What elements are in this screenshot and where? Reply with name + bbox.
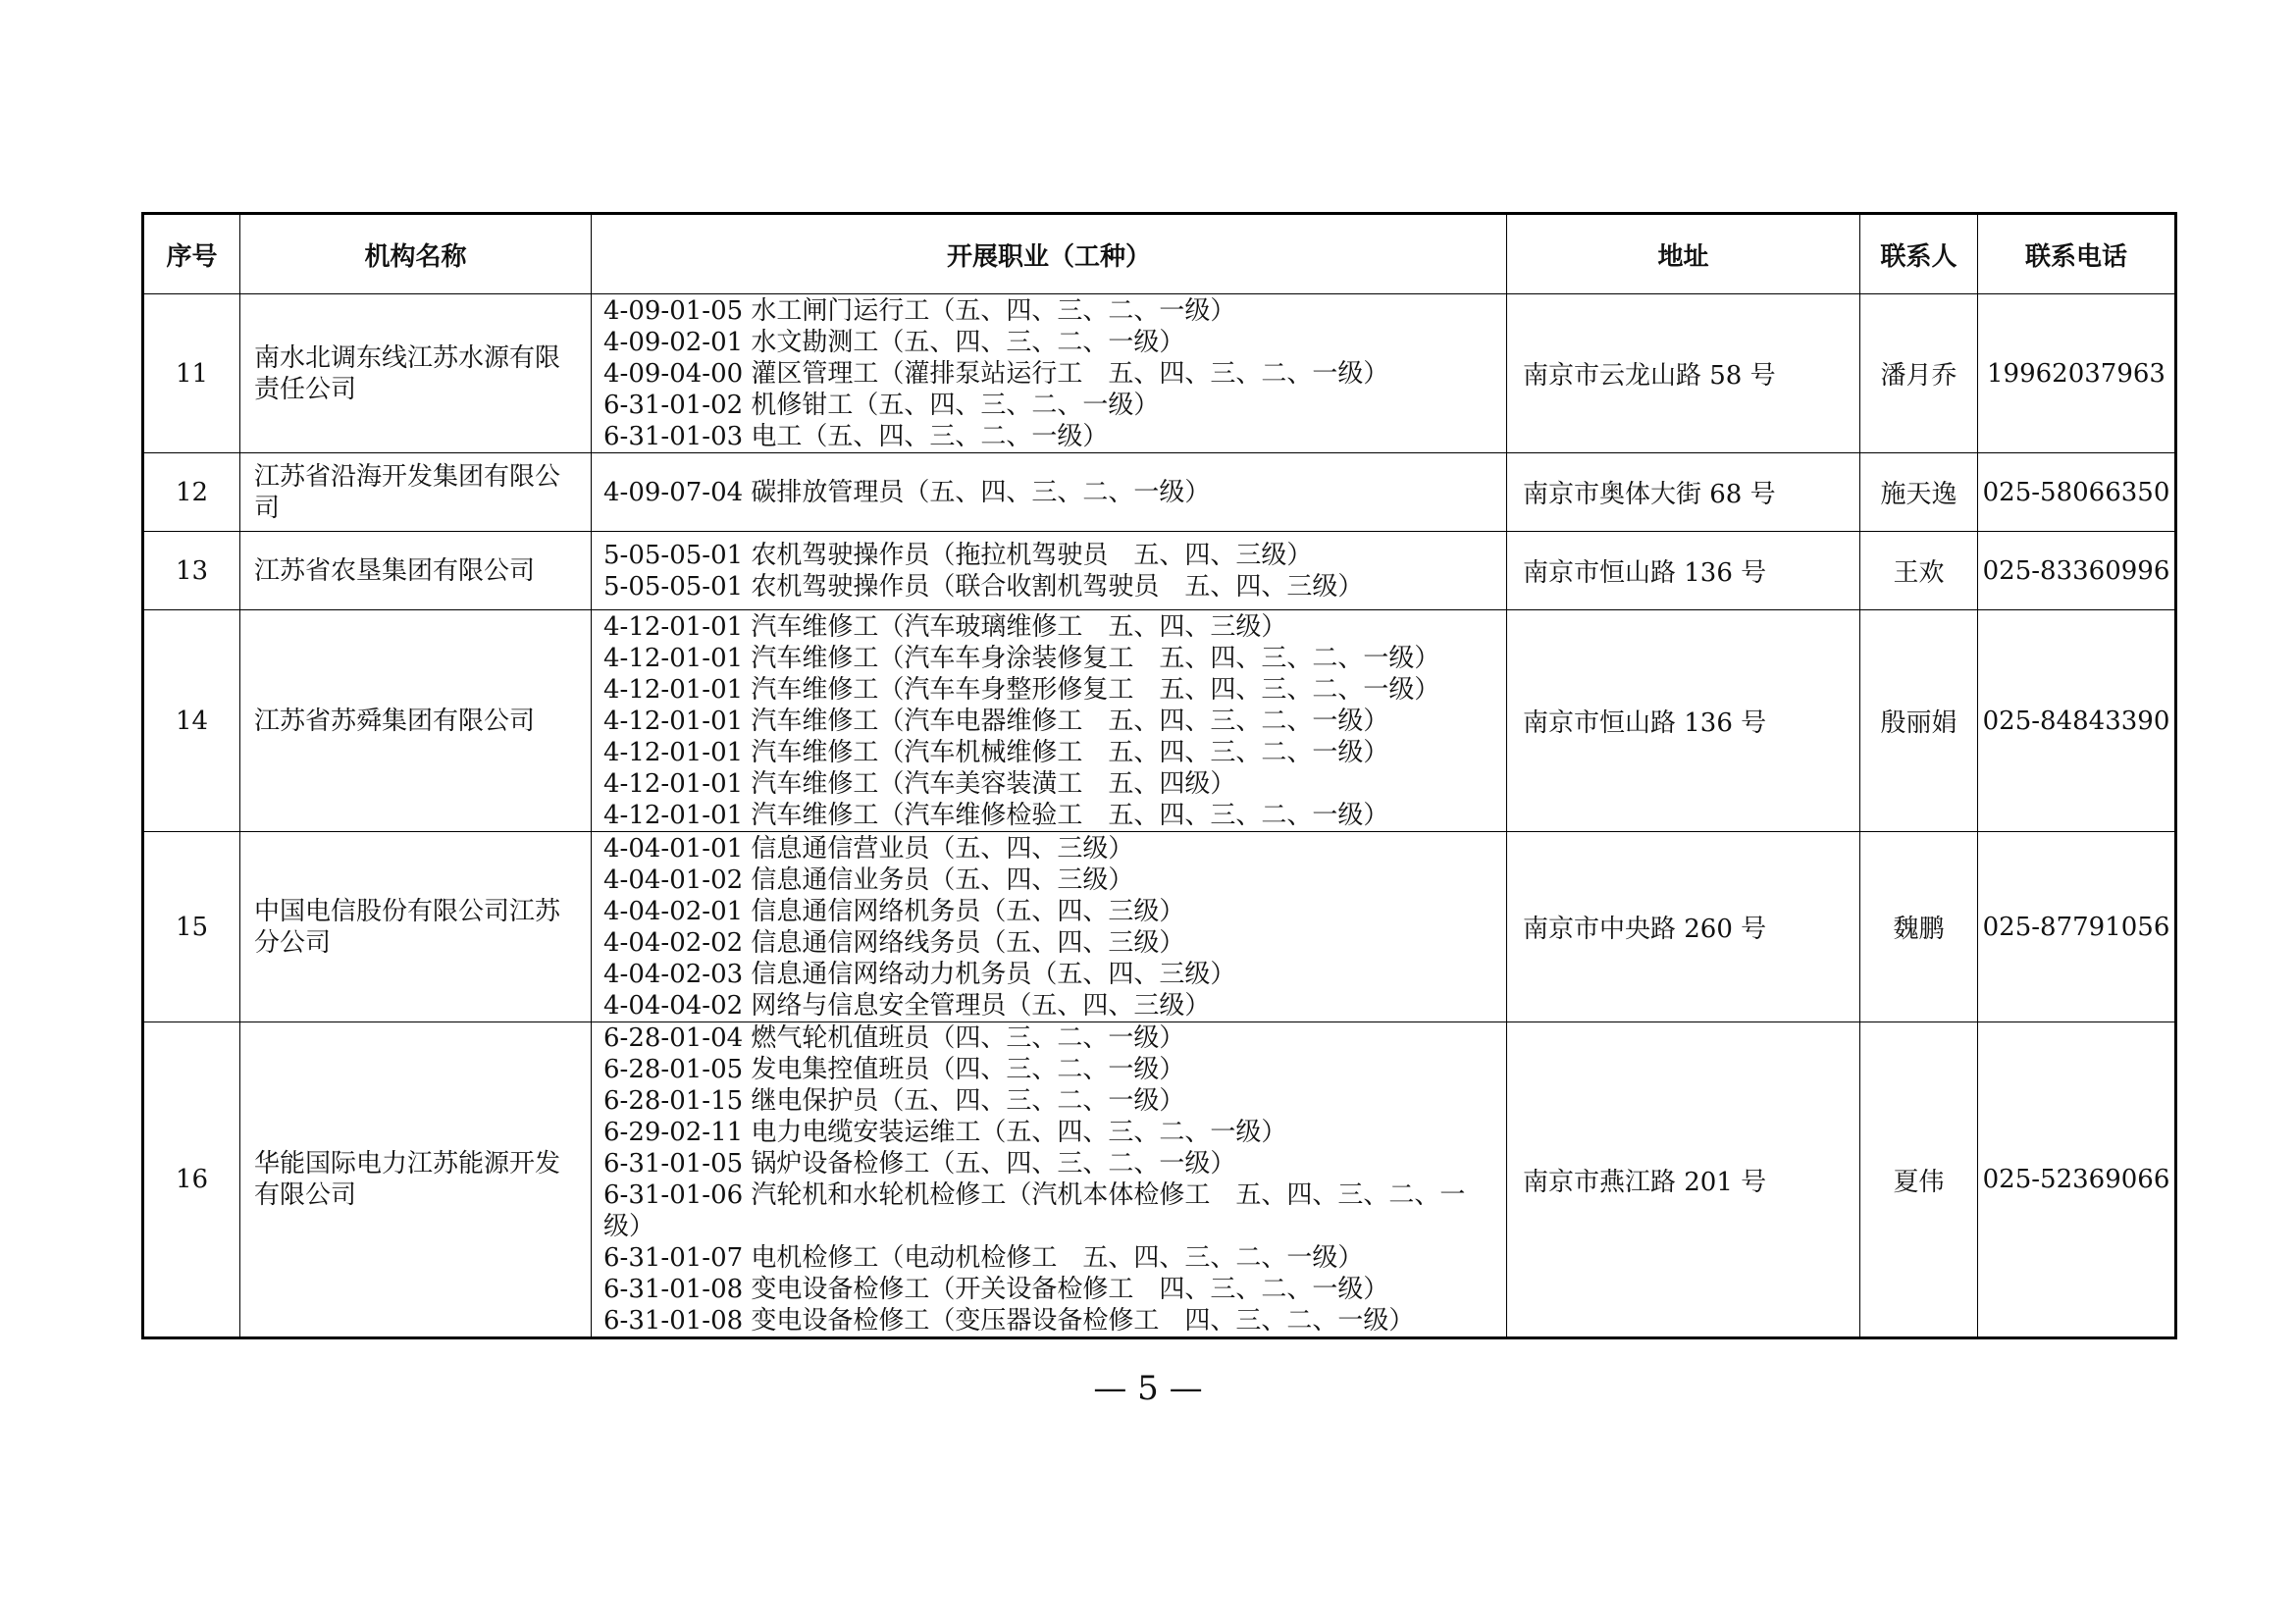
row-contact: 王欢 xyxy=(1860,532,1978,610)
row-contact: 殷丽娟 xyxy=(1860,610,1978,832)
job-item: 6-31-01-02 机修钳工（五、四、三、二、一级） xyxy=(603,390,1160,420)
job-item: 6-28-01-15 继电保护员（五、四、三、二、一级） xyxy=(603,1086,1185,1116)
row-phone: 025-52369066 xyxy=(1978,1022,2176,1338)
job-item: 4-04-01-01 信息通信营业员（五、四、三级） xyxy=(603,833,1134,864)
row-seq: 15 xyxy=(143,832,240,1022)
row-jobs xyxy=(592,453,1507,532)
header-contact: 联系人 xyxy=(1860,214,1978,294)
job-item: 6-31-01-08 变电设备检修工（变压器设备检修工 四、三、二、一级） xyxy=(603,1306,1415,1336)
row-jobs xyxy=(592,532,1507,610)
header-jobs: 开展职业（工种） xyxy=(592,214,1507,294)
header-name: 机构名称 xyxy=(240,214,592,294)
row-jobs xyxy=(592,294,1507,453)
job-item: 5-05-05-01 农机驾驶操作员（联合收割机驾驶员 五、四、三级） xyxy=(603,571,1364,602)
table-row xyxy=(143,832,2176,1022)
page-number: — 5 — xyxy=(1093,1369,1203,1408)
job-item: 6-31-01-05 锅炉设备检修工（五、四、三、二、一级） xyxy=(603,1149,1236,1179)
row-contact: 施天逸 xyxy=(1860,453,1978,532)
row-address: 南京市恒山路 136 号 xyxy=(1507,532,1860,610)
institution-table-container xyxy=(141,212,2174,1339)
row-address: 南京市奥体大街 68 号 xyxy=(1507,453,1860,532)
institution-table xyxy=(141,212,2177,1339)
row-phone: 19962037963 xyxy=(1978,294,2176,453)
job-item: 5-05-05-01 农机驾驶操作员（拖拉机驾驶员 五、四、三级） xyxy=(603,540,1313,570)
row-institution-name: 江苏省苏舜集团有限公司 xyxy=(240,610,592,832)
table-header-row xyxy=(143,214,2176,294)
row-address: 南京市云龙山路 58 号 xyxy=(1507,294,1860,453)
job-item: 4-04-02-02 信息通信网络线务员（五、四、三级） xyxy=(603,927,1185,958)
job-item: 6-31-01-08 变电设备检修工（开关设备检修工 四、三、二、一级） xyxy=(603,1275,1389,1304)
job-item: 4-12-01-01 汽车维修工（汽车维修检验工 五、四、三、二、一级） xyxy=(603,800,1389,830)
row-phone: 025-58066350 xyxy=(1978,453,2176,532)
row-institution-name: 华能国际电力江苏能源开发有限公司 xyxy=(240,1022,592,1338)
row-address: 南京市恒山路 136 号 xyxy=(1507,610,1860,832)
row-jobs xyxy=(592,1022,1507,1338)
row-seq: 16 xyxy=(143,1022,240,1338)
job-item: 4-04-04-02 网络与信息安全管理员（五、四、三级） xyxy=(603,990,1211,1021)
row-contact: 夏伟 xyxy=(1860,1022,1978,1338)
row-seq: 14 xyxy=(143,610,240,832)
row-seq: 13 xyxy=(143,532,240,610)
header-address: 地址 xyxy=(1507,214,1860,294)
job-item: 4-09-02-01 水文勘测工（五、四、三、二、一级） xyxy=(603,327,1185,357)
table-row xyxy=(143,294,2176,453)
job-item: 6-31-01-06 汽轮机和水轮机检修工（汽机本体检修工 五、四、三、二、一级） xyxy=(603,1180,1466,1241)
row-seq: 12 xyxy=(143,453,240,532)
job-item: 4-12-01-01 汽车维修工（汽车美容装潢工 五、四级） xyxy=(603,768,1236,799)
row-phone: 025-87791056 xyxy=(1978,832,2176,1022)
job-item: 6-29-02-11 电力电缆安装运维工（五、四、三、二、一级） xyxy=(603,1118,1287,1147)
job-item: 4-12-01-01 汽车维修工（汽车玻璃维修工 五、四、三级） xyxy=(603,611,1287,642)
job-item: 6-28-01-05 发电集控值班员（四、三、二、一级） xyxy=(603,1055,1185,1084)
table-row xyxy=(143,1022,2176,1338)
job-item: 4-12-01-01 汽车维修工（汽车机械维修工 五、四、三、二、一级） xyxy=(603,737,1389,767)
row-institution-name: 南水北调东线江苏水源有限责任公司 xyxy=(240,294,592,453)
job-item: 4-04-02-01 信息通信网络机务员（五、四、三级） xyxy=(603,896,1185,926)
job-item: 4-09-01-05 水工闸门运行工（五、四、三、二、一级） xyxy=(603,295,1236,326)
job-item: 4-12-01-01 汽车维修工（汽车车身整形修复工 五、四、三、二、一级） xyxy=(603,674,1440,705)
row-seq: 11 xyxy=(143,294,240,453)
header-phone: 联系电话 xyxy=(1978,214,2176,294)
row-contact: 魏鹏 xyxy=(1860,832,1978,1022)
row-jobs xyxy=(592,610,1507,832)
job-item: 4-04-02-03 信息通信网络动力机务员（五、四、三级） xyxy=(603,959,1236,989)
row-jobs xyxy=(592,832,1507,1022)
row-phone: 025-83360996 xyxy=(1978,532,2176,610)
job-item: 4-12-01-01 汽车维修工（汽车电器维修工 五、四、三、二、一级） xyxy=(603,706,1389,736)
row-institution-name: 中国电信股份有限公司江苏分公司 xyxy=(240,832,592,1022)
job-item: 4-04-01-02 信息通信业务员（五、四、三级） xyxy=(603,864,1134,895)
job-item: 4-12-01-01 汽车维修工（汽车车身涂装修复工 五、四、三、二、一级） xyxy=(603,643,1440,673)
row-address: 南京市燕江路 201 号 xyxy=(1507,1022,1860,1338)
row-phone: 025-84843390 xyxy=(1978,610,2176,832)
row-institution-name: 江苏省沿海开发集团有限公司 xyxy=(240,453,592,532)
job-item: 6-31-01-07 电机检修工（电动机检修工 五、四、三、二、一级） xyxy=(603,1243,1364,1273)
table-row xyxy=(143,610,2176,832)
job-item: 6-31-01-03 电工（五、四、三、二、一级） xyxy=(603,421,1109,451)
table-row xyxy=(143,453,2176,532)
header-seq: 序号 xyxy=(143,214,240,294)
job-item: 4-09-04-00 灌区管理工（灌排泵站运行工 五、四、三、二、一级） xyxy=(603,358,1389,389)
row-address: 南京市中央路 260 号 xyxy=(1507,832,1860,1022)
job-item: 4-09-07-04 碳排放管理员（五、四、三、二、一级） xyxy=(603,477,1211,507)
table-row xyxy=(143,532,2176,610)
job-item: 6-28-01-04 燃气轮机值班员（四、三、二、一级） xyxy=(603,1023,1185,1053)
row-contact: 潘月乔 xyxy=(1860,294,1978,453)
row-institution-name: 江苏省农垦集团有限公司 xyxy=(240,532,592,610)
